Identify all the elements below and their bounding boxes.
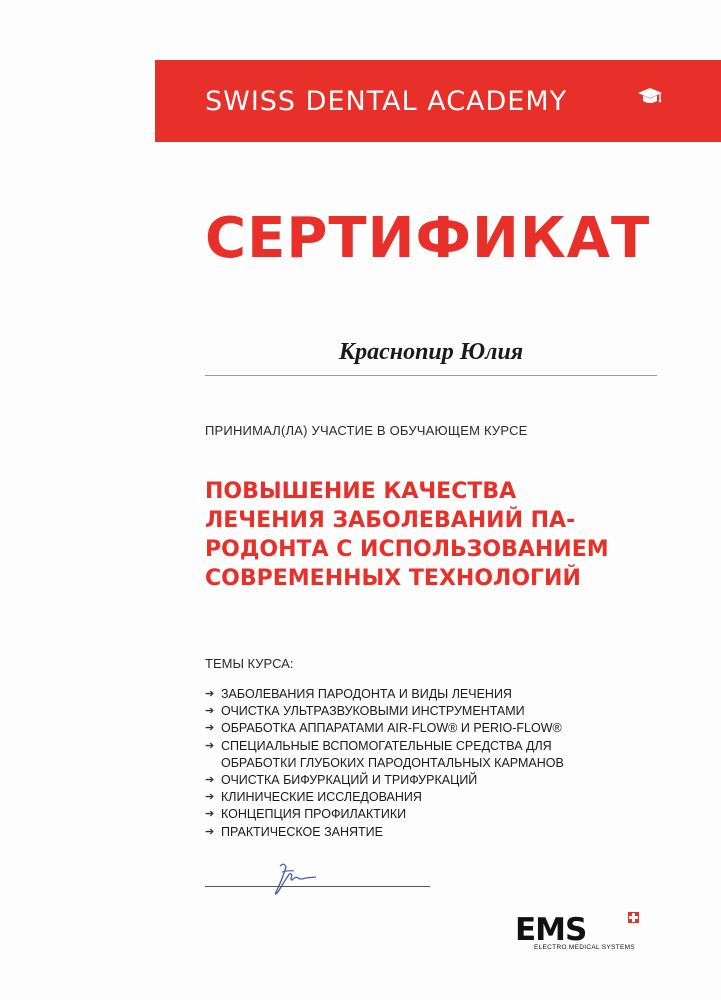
course-title <box>205 477 685 593</box>
topic-item <box>205 806 564 823</box>
topics-list <box>205 686 564 841</box>
arrow-right-icon: ➔ <box>205 722 215 735</box>
topic-label: СПЕЦИАЛЬНЫЕ ВСПОМОГАТЕЛЬНЫЕ СРЕДСТВА ДЛЯ <box>221 738 552 753</box>
arrow-right-icon: ➔ <box>205 739 215 752</box>
ems-logo-subtitle: ELECTRO MEDICAL SYSTEMS <box>534 944 635 951</box>
topic-label: ЗАБОЛЕВАНИЯ ПАРОДОНТА И ВИДЫ ЛЕЧЕНИЯ <box>221 687 512 701</box>
topic-item <box>205 772 564 789</box>
topic-item <box>205 824 564 841</box>
course-title-line: СОВРЕМЕННЫХ ТЕХНОЛОГИЙ <box>205 566 581 591</box>
brand-name: SWISS DENTAL ACADEMY <box>205 86 568 117</box>
arrow-right-icon: ➔ <box>205 808 215 821</box>
course-title-line: ЛЕЧЕНИЯ ЗАБОЛЕВАНИЙ ПА- <box>205 508 576 533</box>
topic-label: ОЧИСТКА БИФУРКАЦИЙ И ТРИФУРКАЦИЙ <box>221 773 478 788</box>
topic-label: КЛИНИЧЕСКИЕ ИССЛЕДОВАНИЯ <box>221 790 422 805</box>
recipient-name: Краснопир Юлия <box>338 339 524 365</box>
arrow-right-icon: ➔ <box>205 688 215 700</box>
course-title-line: ПОВЫШЕНИЕ КАЧЕСТВА <box>205 479 517 504</box>
participation-statement: ПРИНИМАЛ(ЛА) УЧАСТИЕ В ОБУЧАЮЩЕМ КУРСЕ <box>205 423 528 438</box>
ems-logo <box>515 912 665 952</box>
course-title-line: РОДОНТА С ИСПОЛЬЗОВАНИЕМ <box>205 537 609 562</box>
topic-item <box>205 686 564 703</box>
topic-item <box>205 703 564 720</box>
topic-item <box>205 720 564 737</box>
arrow-right-icon: ➔ <box>205 791 215 804</box>
graduation-cap-icon <box>635 84 665 108</box>
signature <box>262 858 318 898</box>
swiss-cross-icon <box>628 912 639 923</box>
topics-heading: ТЕМЫ КУРСА: <box>205 656 294 671</box>
arrow-right-icon: ➔ <box>205 825 215 838</box>
topic-label-continued: ОБРАБОТКИ ГЛУБОКИХ ПАРОДОНТАЛЬНЫХ КАРМАНОВ <box>221 755 564 770</box>
ems-logo-text: EMS <box>515 912 587 948</box>
topic-label: ПРАКТИЧЕСКОЕ ЗАНЯТИЕ <box>221 824 383 839</box>
topic-label: ОБРАБОТКА АППАРАТАМИ AIR-FLOW® И PERIO-FLOW® <box>221 721 562 736</box>
topic-label: ОЧИСТКА УЛЬТРАЗВУКОВЫМИ ИНСТРУМЕНТАМИ <box>221 704 525 719</box>
topic-item <box>205 738 564 772</box>
topic-label: КОНЦЕПЦИЯ ПРОФИЛАКТИКИ <box>221 807 407 822</box>
signature-line <box>205 886 430 887</box>
topic-item <box>205 789 564 806</box>
arrow-right-icon: ➔ <box>205 774 215 787</box>
recipient-underline <box>205 375 657 376</box>
brand-banner <box>155 60 721 142</box>
arrow-right-icon: ➔ <box>205 705 215 718</box>
certificate-title: СЕРТИФИКАТ <box>205 206 651 271</box>
